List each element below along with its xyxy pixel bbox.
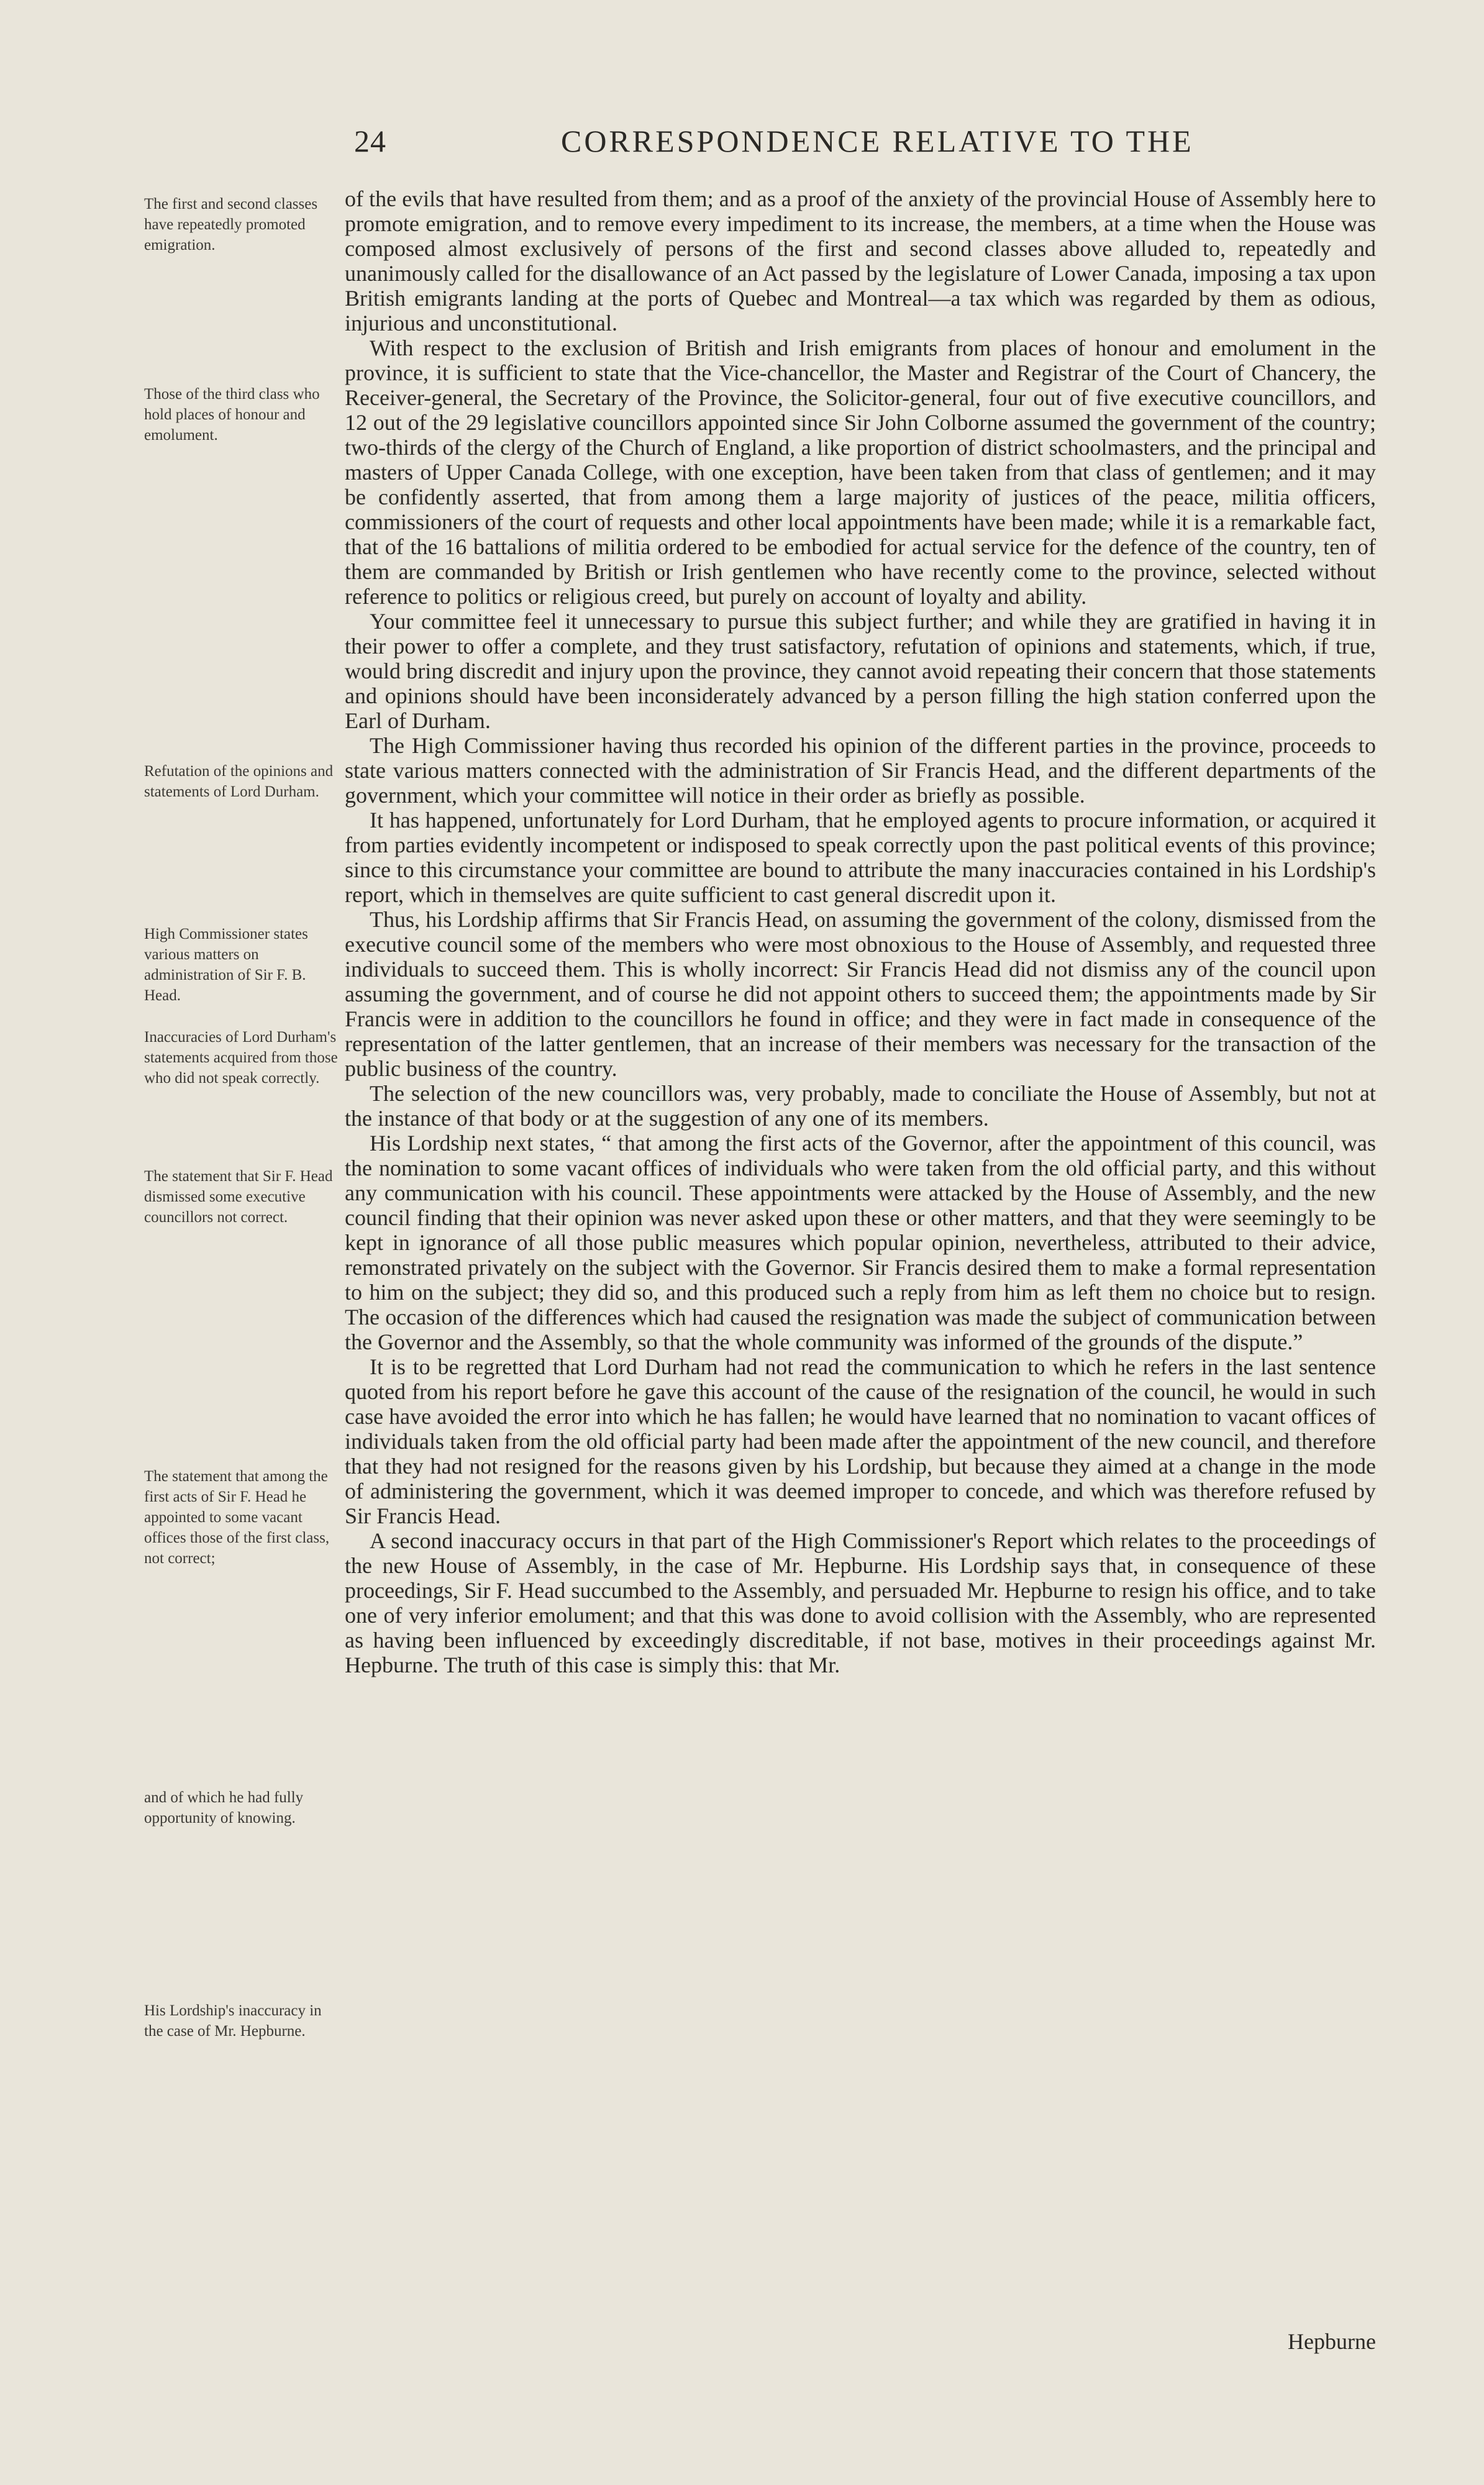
paragraph: of the evils that have resulted from them; and as a proof of the anxiety of the provincial House of Assembly here to promote emigration, and to remove every impediment to its increase, the members, at a time when the House was composed almost exclusively of persons of the first and second classes above alluded to, repeatedly and unanimously called for the disallowance of an Act passed by the legislature of Lower Canada, imposing a tax upon British emigrants landing at the ports of Quebec and Montreal—a tax which was regarded by them as odious, injurious and unconstitutional. [345, 186, 1376, 335]
page-number: 24 [354, 124, 386, 158]
marginal-note: Inaccuracies of Lord Durham's statements acquired from those who did not speak correctly. [144, 1029, 338, 1087]
body-text [345, 186, 1376, 1677]
paragraph: Your committee feel it unnecessary to pursue this subject further; and while they are gratified in having it in their power to offer a complete, and they trust satisfactory, refutation of opinions and statements, which, if true, would bring discredit and injury upon the province, they cannot avoid repeating their concern that those statements and opinions should have been inconsiderately advanced by a person filling the high station conferred upon the Earl of Durham. [345, 609, 1376, 733]
marginal-note: His Lordship's inaccuracy in the case of Mr. Hepburne. [144, 2002, 322, 2040]
catchword: Hepburne [1288, 2329, 1376, 2354]
marginal-note: Those of the third class who hold places of honour and emolument. [144, 386, 320, 444]
marginal-note: The statement that Sir F. Head dismissed some executive councillors not correct. [144, 1168, 333, 1226]
marginal-note: and of which he had fully opportunity of knowing. [144, 1789, 304, 1826]
page-header [0, 123, 1484, 160]
paragraph: His Lordship next states, “ that among the first acts of the Governor, after the appointment of this council, was the nomination to some vacant offices of individuals who were taken from the old official party, and this without any communication with his council. These appointments were attacked by the House of Assembly, and the new council finding that their opinion was never asked upon these or other matters, and that they were seemingly to be kept in ignorance of all those public measures which popular opinion, nevertheless, attributed to their advice, remonstrated privately on the subject with the Governor. Sir Francis desired them to make a formal representation to him on the subject; they did so, and this produced such a reply from him as left them no choice but to resign. The occasion of the differences which had caused the resignation was made the subject of communication between the Governor and the Assembly, so that the whole community was informed of the grounds of the dispute.” [345, 1131, 1376, 1354]
paragraph: It is to be regretted that Lord Durham had not read the communication to which he refers in the last sentence quoted from his report before he gave this account of the cause of the resignation of the council, he would in such case have avoided the error into which he has fallen; he would have learned that no nomination to vacant offices of individuals taken from the old official party had been made after the appointment of the new council, and therefore that they had not resigned for the reasons given by his Lordship, but because they aimed at a change in the mode of administering the government, which it was deemed improper to concede, and which was therefore refused by Sir Francis Head. [345, 1354, 1376, 1528]
marginal-note: High Commissioner states various matters on administration of Sir F. B. Head. [144, 926, 308, 1004]
paragraph: It has happened, unfortunately for Lord Durham, that he employed agents to procure information, or acquired it from parties evidently incompetent or indisposed to speak correctly upon the past political events of this province; since to this circumstance your committee are bound to attribute the many inaccuracies contained in his Lordship's report, which in themselves are quite sufficient to cast general discredit upon it. [345, 808, 1376, 907]
marginal-note: The statement that among the first acts of Sir F. Head he appointed to some vacant offices those of the first class, not correct; [144, 1468, 330, 1567]
paragraph: With respect to the exclusion of British and Irish emigrants from places of honour and emolument in the province, it is sufficient to state that the Vice-chancellor, the Master and Registrar of the Court of Chancery, the Receiver-general, the Secretary of the Province, the Solicitor-general, four out of five executive councillors, and 12 out of the 29 legislative councillors appointed since Sir John Colborne assumed the government of the country; two-thirds of the clergy of the Church of England, a like proportion of district schoolmasters, and the principal and masters of Upper Canada College, with one exception, have been taken from that class of gentlemen; and it may be confidently asserted, that from among them a large majority of justices of the peace, militia officers, commissioners of the court of requests and other local appointments have been made; while it is a remarkable fact, that of the 16 battalions of militia ordered to be embodied for actual service for the defence of the country, ten of them are commanded by British or Irish gentlemen who have recently come to the province, selected without reference to politics or religious creed, but purely on account of loyalty and ability. [345, 335, 1376, 609]
paragraph: Thus, his Lordship affirms that Sir Francis Head, on assuming the government of the colony, dismissed from the executive council some of the members who were most obnoxious to the House of Assembly, and requested three individuals to succeed them. This is wholly incorrect: Sir Francis Head did not dismiss any of the council upon assuming the government, and of course he did not appoint others to succeed them; the appointments made by Sir Francis were in addition to the councillors he found in office; and they were in fact made in consequence of the representation of the latter gentlemen, that an increase of their members was necessary for the transaction of the public business of the country. [345, 907, 1376, 1081]
running-title: CORRESPONDENCE RELATIVE TO THE [561, 124, 1194, 158]
marginal-note: Refutation of the opinions and statements of Lord Durham. [144, 763, 334, 800]
paragraph: The selection of the new councillors was, very probably, made to conciliate the House of Assembly, but not at the instance of that body or at the suggestion of any one of its members. [345, 1081, 1376, 1131]
paragraph: A second inaccuracy occurs in that part of the High Commissioner's Report which relates to the proceedings of the new House of Assembly, in the case of Mr. Hepburne. His Lordship says that, in consequence of these proceedings, Sir F. Head succumbed to the Assembly, and persuaded Mr. Hepburne to resign his office, and to take one of very inferior emolument; and that this was done to avoid collision with the Assembly, who are represented as having been influenced by exceedingly discreditable, if not base, motives in their proceedings against Mr. Hepburne. The truth of this case is simply this: that Mr. [345, 1528, 1376, 1677]
paragraph: The High Commissioner having thus recorded his opinion of the different parties in the province, proceeds to state various matters connected with the administration of Sir Francis Head, and the different departments of the government, which your committee will notice in their order as briefly as possible. [345, 733, 1376, 808]
marginal-note: The first and second classes have repeatedly promoted emigration. [144, 196, 318, 253]
